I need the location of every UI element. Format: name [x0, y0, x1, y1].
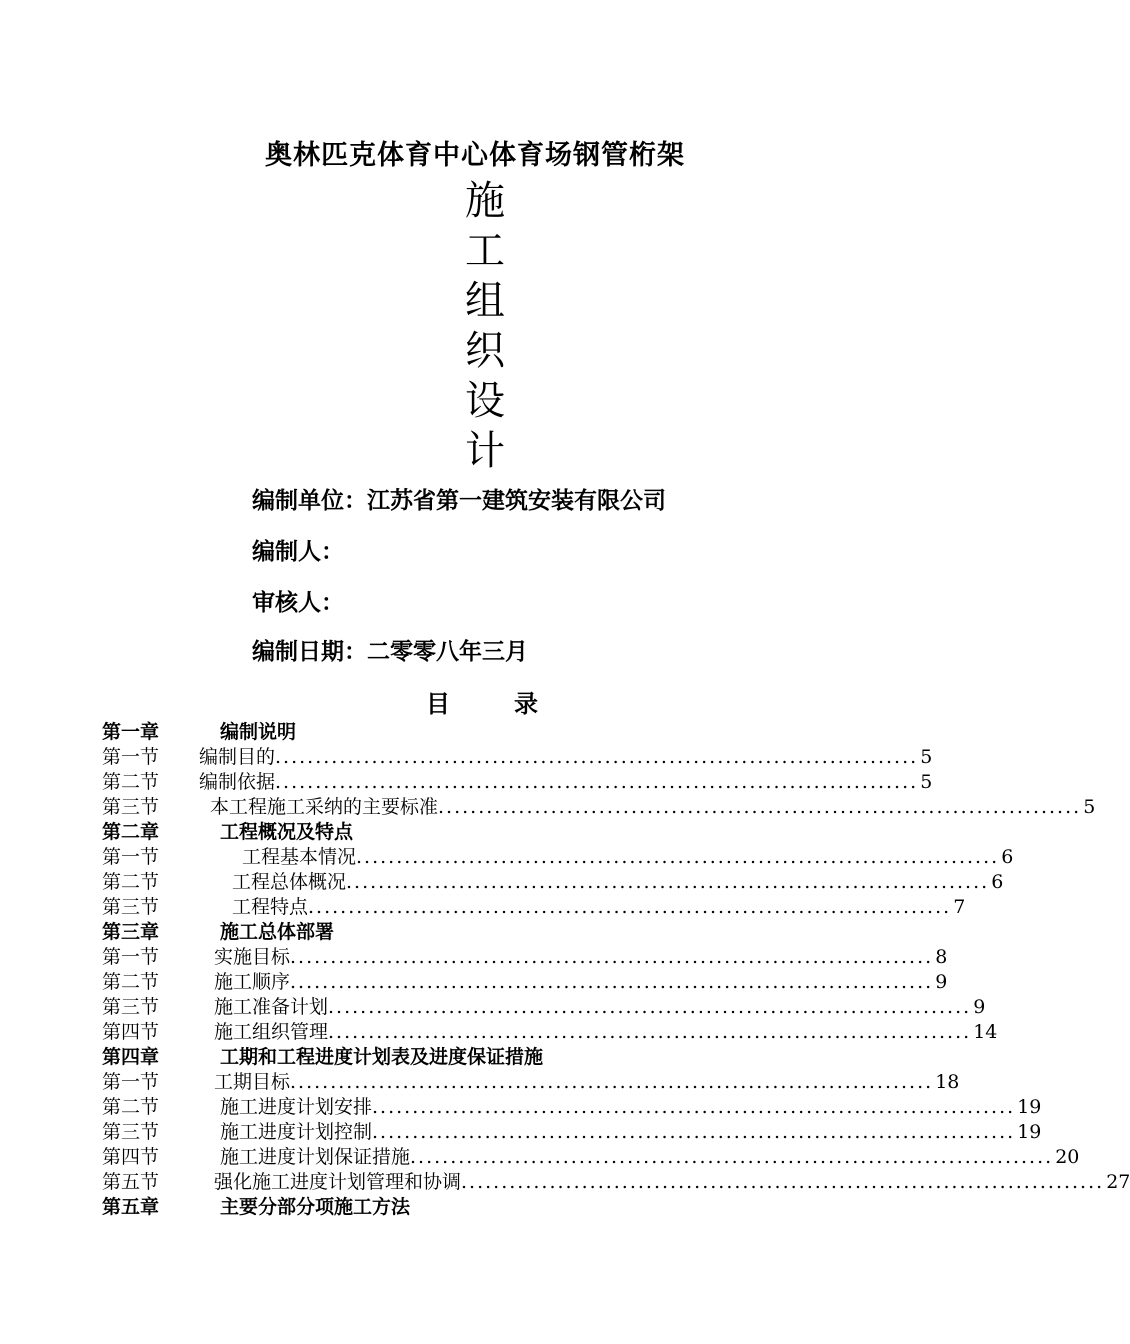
meta-label: 编制日期：	[252, 639, 367, 665]
toc-title	[426, 684, 538, 719]
cover-subtitle: 奥林匹克体育中心体育场钢管桁架	[265, 140, 685, 171]
toc-section-row	[102, 845, 1014, 870]
toc-number: 第一节	[102, 1071, 160, 1093]
toc-dot-leader: ................................................................................	[290, 1071, 934, 1093]
toc-dot-leader: ................................................................................	[275, 771, 919, 793]
toc-section-title: 施工进度计划保证措施	[220, 1146, 411, 1168]
toc-number: 第三节	[102, 1121, 160, 1143]
toc-section-title: 编制依据	[199, 771, 276, 793]
toc-chapter-row	[102, 720, 822, 745]
toc-page-number: 5	[920, 746, 933, 768]
toc-title-right: 录	[514, 690, 538, 718]
toc-section-title: 强化施工进度计划管理和协调	[214, 1171, 462, 1193]
toc-dot-leader: ................................................................................	[290, 971, 934, 993]
toc-chapter-title: 工程概况及特点	[220, 821, 354, 843]
toc-number: 第五章	[102, 1196, 160, 1218]
title-char: 织	[465, 328, 505, 374]
toc-page-number: 9	[973, 996, 986, 1018]
title-char: 计	[465, 428, 505, 474]
toc-section-row	[102, 745, 933, 770]
toc-number: 第二节	[102, 771, 160, 793]
toc-chapter-row	[102, 1045, 822, 1070]
toc-section-title: 实施目标	[214, 946, 291, 968]
toc-section-title: 本工程施工采纳的主要标准	[210, 796, 439, 818]
toc-dot-leader: ................................................................................	[308, 896, 952, 918]
meta-value: 江苏省第一建筑安装有限公司	[367, 488, 666, 514]
toc-number: 第一节	[102, 746, 160, 768]
meta-value: 二零零八年三月	[367, 639, 528, 665]
cover-vertical-title	[455, 176, 515, 476]
toc-page-number: 27	[1106, 1171, 1130, 1193]
toc-section-title: 施工组织管理	[214, 1021, 329, 1043]
toc-dot-leader: ................................................................................	[328, 996, 972, 1018]
toc-page-number: 19	[1017, 1121, 1042, 1143]
title-char: 组	[465, 278, 505, 324]
toc-number: 第三节	[102, 996, 160, 1018]
toc-dot-leader: ................................................................................	[461, 1171, 1105, 1193]
toc-chapter-row	[102, 820, 822, 845]
meta-label: 审核人：	[252, 590, 344, 616]
toc-section-title: 工期目标	[214, 1071, 291, 1093]
toc-section-row	[102, 1120, 1042, 1145]
toc-dot-leader: ................................................................................	[290, 946, 934, 968]
toc-number: 第五节	[102, 1171, 160, 1193]
toc-number: 第二节	[102, 1096, 160, 1118]
meta-compiler	[252, 533, 344, 566]
toc-chapter-row	[102, 1195, 822, 1220]
toc-section-title: 工程基本情况	[242, 846, 357, 868]
toc-section-row	[102, 1170, 1130, 1195]
toc-dot-leader: ................................................................................	[372, 1121, 1016, 1143]
toc-section-row	[102, 995, 986, 1020]
toc-dot-leader: ................................................................................	[372, 1096, 1016, 1118]
toc-number: 第二节	[102, 871, 160, 893]
toc-dot-leader: ................................................................................	[438, 796, 1082, 818]
toc-dot-leader: ................................................................................	[328, 1021, 972, 1043]
toc-page-number: 6	[1001, 846, 1014, 868]
toc-chapter-row	[102, 920, 822, 945]
toc-section-row	[102, 1145, 1080, 1170]
toc-section-row	[102, 895, 966, 920]
toc-page-number: 9	[935, 971, 948, 993]
meta-reviewer	[252, 584, 344, 617]
toc-number: 第三节	[102, 796, 160, 818]
toc-page-number: 14	[973, 1021, 998, 1043]
toc-title-left: 目	[426, 690, 450, 718]
toc-number: 第一节	[102, 846, 160, 868]
toc-section-title: 施工准备计划	[214, 996, 329, 1018]
toc-section-row	[102, 795, 1096, 820]
toc-section-title: 施工进度计划控制	[220, 1121, 373, 1143]
toc-number: 第三章	[102, 921, 160, 943]
toc-number: 第四节	[102, 1021, 160, 1043]
meta-date	[252, 633, 528, 666]
toc-dot-leader: ................................................................................	[275, 746, 919, 768]
toc-section-row	[102, 970, 948, 995]
toc-number: 第四节	[102, 1146, 160, 1168]
toc-page-number: 5	[920, 771, 933, 793]
toc-page-number: 8	[935, 946, 948, 968]
toc-section-row	[102, 1095, 1042, 1120]
toc-dot-leader: ................................................................................	[346, 871, 990, 893]
toc-section-row	[102, 1070, 960, 1095]
title-char: 施	[465, 178, 505, 224]
title-char: 工	[465, 228, 505, 274]
toc-page-number: 19	[1017, 1096, 1042, 1118]
toc-number: 第三节	[102, 896, 160, 918]
toc-dot-leader: ................................................................................	[356, 846, 1000, 868]
toc-section-title: 工程总体概况	[232, 871, 347, 893]
toc-section-row	[102, 770, 933, 795]
toc-chapter-title: 工期和工程进度计划表及进度保证措施	[220, 1046, 544, 1068]
toc-section-title: 施工顺序	[214, 971, 291, 993]
toc-section-row	[102, 870, 1004, 895]
table-of-contents	[102, 720, 1130, 1220]
toc-number: 第一节	[102, 946, 160, 968]
toc-page-number: 20	[1055, 1146, 1080, 1168]
meta-label: 编制单位：	[252, 488, 367, 514]
toc-dot-leader: ................................................................................	[410, 1146, 1054, 1168]
toc-number: 第二章	[102, 821, 160, 843]
toc-section-row	[102, 945, 948, 970]
toc-section-title: 施工进度计划安排	[220, 1096, 373, 1118]
toc-page-number: 5	[1083, 796, 1096, 818]
toc-number: 第一章	[102, 721, 160, 743]
toc-chapter-title: 施工总体部署	[220, 921, 335, 943]
toc-page-number: 7	[953, 896, 966, 918]
toc-chapter-title: 编制说明	[220, 721, 297, 743]
toc-page-number: 6	[991, 871, 1004, 893]
toc-number: 第四章	[102, 1046, 160, 1068]
toc-number: 第二节	[102, 971, 160, 993]
toc-chapter-title: 主要分部分项施工方法	[220, 1196, 411, 1218]
meta-compiling-unit	[252, 482, 666, 515]
toc-section-row	[102, 1020, 998, 1045]
toc-section-title: 工程特点	[232, 896, 309, 918]
toc-section-title: 编制目的	[199, 746, 276, 768]
meta-label: 编制人：	[252, 539, 344, 565]
toc-page-number: 18	[935, 1071, 960, 1093]
title-char: 设	[465, 378, 505, 424]
